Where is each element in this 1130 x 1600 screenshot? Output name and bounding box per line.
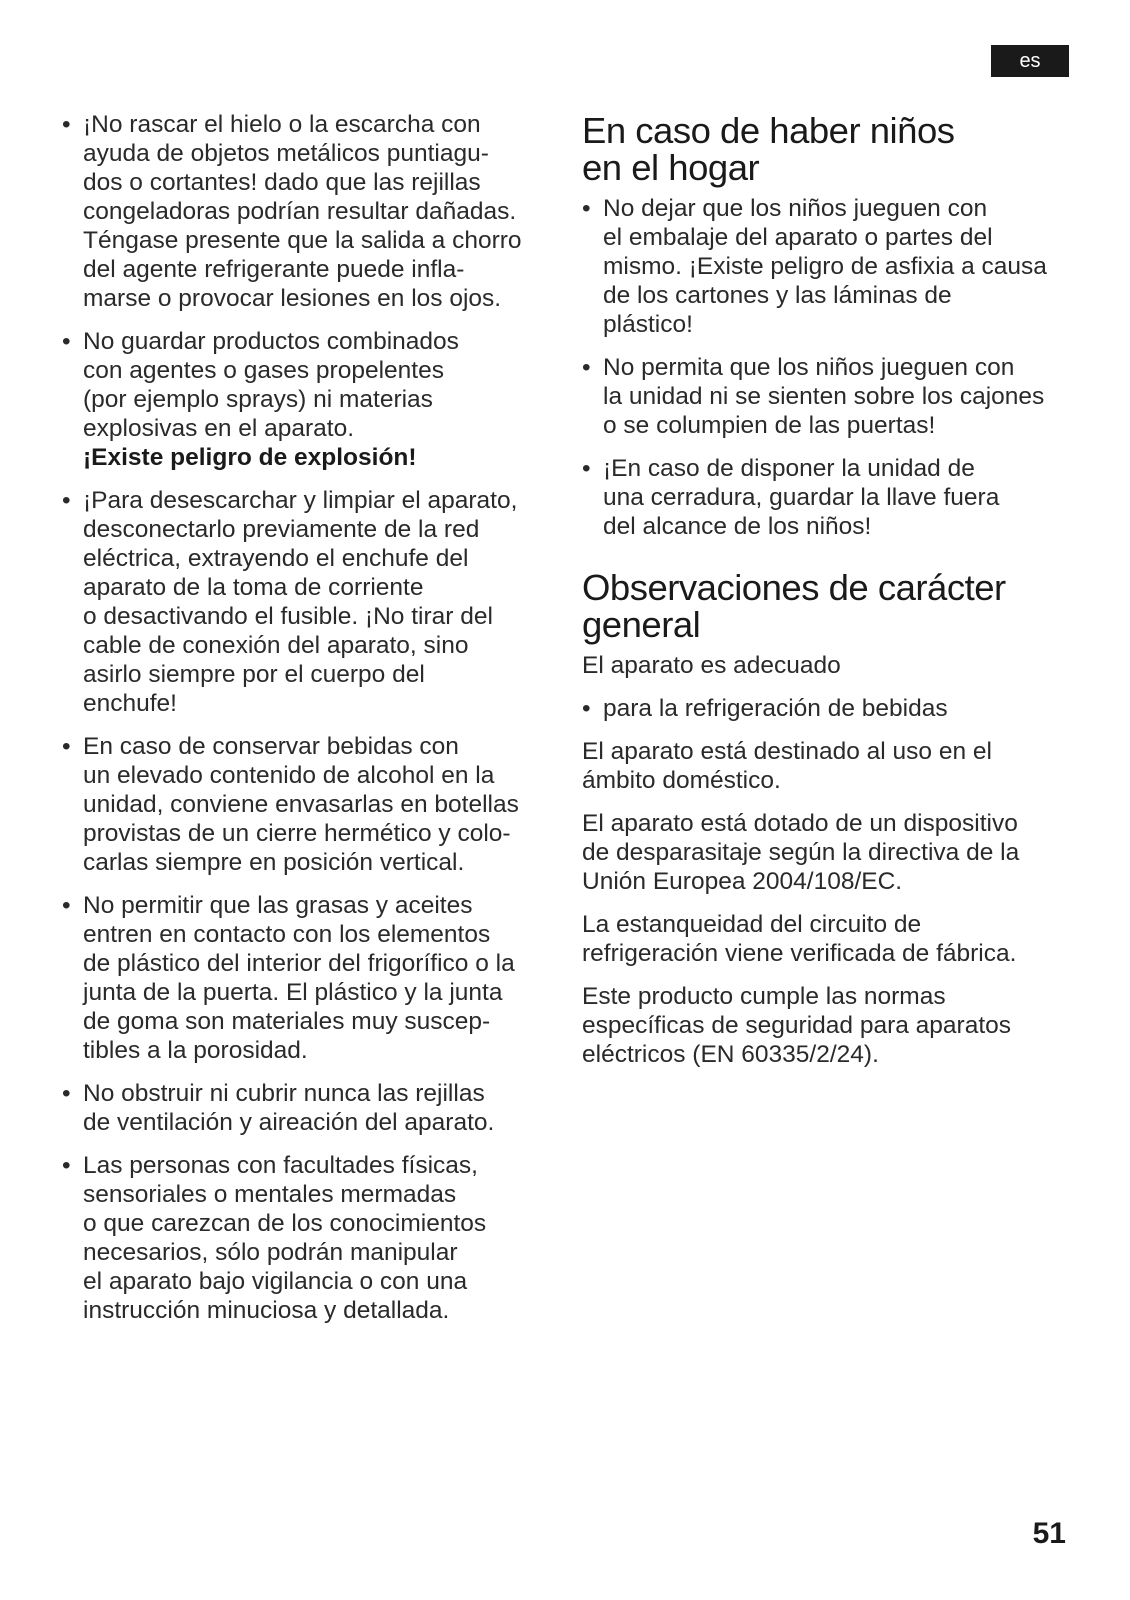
warning-text: ¡Existe peligro de explosión!: [83, 444, 417, 471]
page-number: 51: [1032, 1517, 1066, 1550]
list-item: [62, 732, 552, 877]
list-item-text: • ¡En caso de disponer la unidad de una cerradura, guardar la llave fuera del alcance de los niños!: [603, 455, 1000, 540]
paragraph: El aparato está destinado al uso en el ámbito doméstico.: [582, 738, 992, 794]
list-item-text: • No obstruir ni cubrir nunca las rejillas de ventilación y aireación del aparato.: [83, 1080, 495, 1136]
list-item-text: • En caso de conservar bebidas con un elevado contenido de alcohol en la unidad, conviene envasarlas en botellas provistas de un cierre hermético y colo- carlas siempre en posición vertical.: [83, 733, 519, 876]
left-column: [62, 0, 552, 1339]
list-item-text: • No dejar que los niños jueguen con el embalaje del aparato o partes del mismo. ¡Existe peligro de asfixia a causa de los cartones y las láminas de plástico!: [603, 195, 1047, 338]
list-item-text: • ¡Para desescarchar y limpiar el aparato, desconectarlo previamente de la red eléctrica, extrayendo el enchufe del aparato de la toma de corriente o desactivando el fusible. ¡No tirar del cable de conexión del aparato, sino asirlo siempre por el cuerpo del enchufe!: [83, 487, 518, 717]
language-tab: es: [991, 45, 1069, 77]
list-item: [582, 353, 1082, 440]
paragraph: El aparato está dotado de un dispositivo de desparasitaje según la directiva de la Unión Europea 2004/108/EC.: [582, 810, 1020, 895]
list-item: [62, 891, 552, 1065]
list-item: [62, 327, 552, 472]
list-item: [582, 694, 1082, 723]
list-item-text: • ¡No rascar el hielo o la escarcha con ayuda de objetos metálicos puntiagu- dos o cortantes! dado que las rejillas congeladoras podrían resultar dañadas. Téngase presente que la salida a chorro del agente refrigerante puede infla- marse o provocar lesiones en los ojos.: [83, 111, 522, 312]
usage-bullet-list: [582, 694, 1082, 723]
list-item: [62, 486, 552, 718]
list-item-text: • Las personas con facultades físicas, sensoriales o mentales mermadas o que carezcan de los conocimientos necesarios, sólo podrán manipular el aparato bajo vigilancia o con una instrucción minuciosa y detallada.: [83, 1152, 487, 1324]
list-item-text: • No permitir que las grasas y aceites entren en contacto con los elementos de plástico del interior del frigorífico o la junta de la puerta. El plástico y la junta de goma son materiales muy suscep- tibles a la porosidad.: [83, 892, 515, 1064]
right-column: [582, 0, 1082, 1083]
list-item: [62, 1079, 552, 1137]
paragraph: La estanqueidad del circuito de refrigeración viene verificada de fábrica.: [582, 911, 1017, 967]
list-item: [582, 454, 1082, 541]
section-heading-children: En caso de haber niños en el hogar: [582, 110, 955, 188]
children-bullet-list: [582, 194, 1082, 541]
paragraph: Este producto cumple las normas específicas de seguridad para aparatos eléctricos (EN 60335/2/24).: [582, 983, 1012, 1068]
list-item-text: • No permita que los niños jueguen con la unidad ni se sienten sobre los cajones o se columpien de las puertas!: [603, 354, 1045, 439]
list-item-text: • No guardar productos combinados con agentes o gases propelentes (por ejemplo sprays) ni materias explosivas en el aparato.: [83, 328, 459, 442]
list-item: [582, 194, 1082, 339]
section-heading-general: Observaciones de carácter general: [582, 567, 1006, 645]
list-item: [62, 1151, 552, 1325]
intro-paragraph: El aparato es adecuado: [582, 652, 841, 679]
safety-bullet-list: [62, 110, 552, 1325]
list-item: [62, 110, 552, 313]
list-item-text: • para la refrigeración de bebidas: [603, 695, 948, 722]
